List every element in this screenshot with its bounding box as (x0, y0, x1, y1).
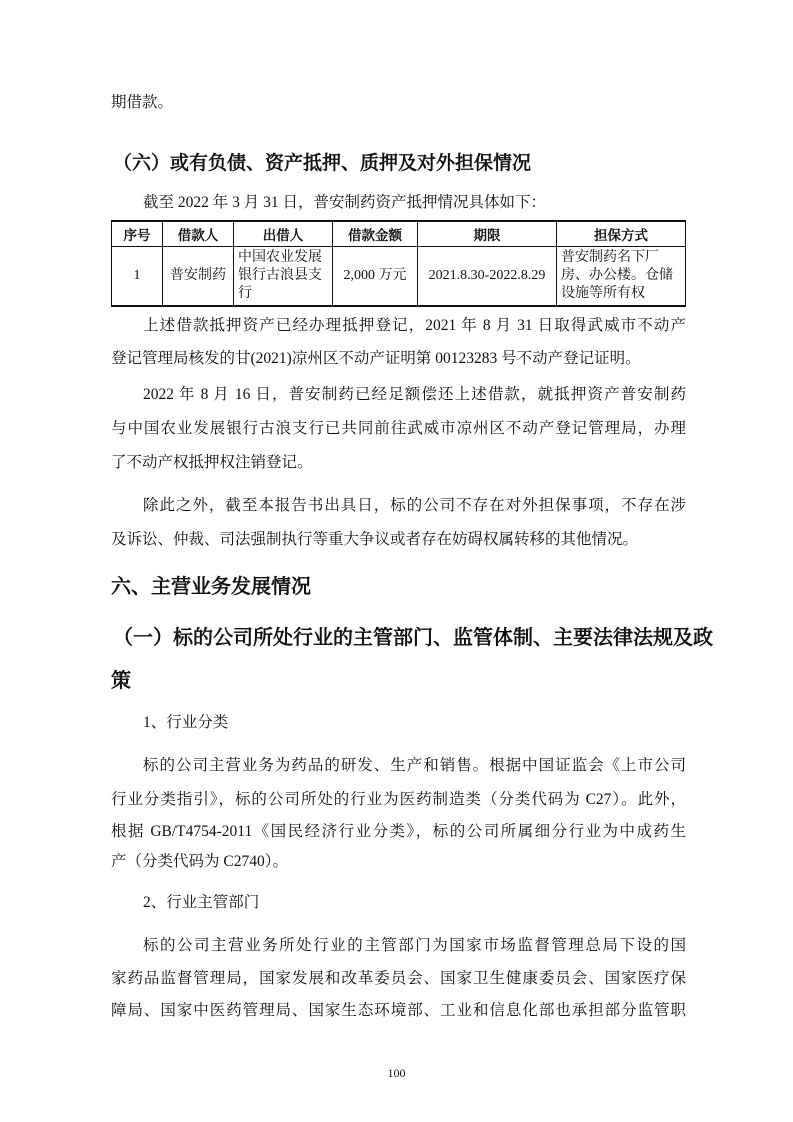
table-cell: 2,000 万元 (333, 247, 418, 307)
table-cell: 普安制药名下厂房、办公楼。仓储设施等所有权 (557, 247, 686, 307)
mortgage-table (111, 220, 686, 307)
body-text: 2022 年 8 月 16 日，普安制药已经足额偿还上述借款，就抵押资产普安制药 (143, 386, 686, 403)
table-cell: 普安制药 (163, 247, 234, 307)
table-cell: 2021.8.30-2022.8.29 (418, 247, 557, 307)
body-text: 产（分类代码为 C2740）。 (111, 853, 288, 870)
body-text: 及诉讼、仲裁、司法强制执行等重大争议或者存在妨碍权属转移的其他情况。 (111, 531, 639, 548)
section-heading: 策 (111, 668, 131, 692)
table-cell: 1 (112, 247, 163, 307)
body-text: 期借款。 (111, 94, 174, 111)
body-text: 标的公司主营业务为药品的研发、生产和销售。根据中国证监会《上市公司 (143, 757, 686, 774)
body-text: 行业分类指引》，标的公司所处的行业为医药制造类（分类代码为 C27）。此外， (111, 791, 686, 808)
table-row (112, 247, 686, 307)
page-number: 100 (387, 1066, 406, 1080)
column-header: 借款金额 (333, 221, 418, 247)
body-text: 了不动产权抵押权注销登记。 (111, 454, 313, 471)
subheading: 1、行业分类 (143, 714, 229, 731)
body-text: 根据 GB/T4754-2011《国民经济行业分类》，标的公司所属细分行业为中成药生 (111, 823, 686, 840)
body-text: 登记管理局核发的甘(2021)凉州区不动产证明第 00123283 号不动产登记证明。 (111, 350, 641, 367)
column-header: 借款人 (163, 221, 234, 247)
body-text: 与中国农业发展银行古浪支行已共同前往武威市凉州区不动产登记管理局，办理 (111, 420, 686, 437)
body-text: 上述借款抵押资产已经办理抵押登记，2021 年 8 月 31 日取得武威市不动产 (143, 317, 686, 334)
body-text: 家药品监督管理局，国家发展和改革委员会、国家卫生健康委员会、国家医疗保 (111, 970, 686, 987)
column-header: 担保方式 (557, 221, 686, 247)
section-heading: 六、主营业务发展情况 (111, 574, 311, 598)
section-heading: （六）或有负债、资产抵押、质押及对外担保情况 (113, 152, 532, 174)
subheading: 2、行业主管部门 (143, 894, 260, 911)
column-header: 出借人 (234, 221, 333, 247)
body-text: 除此之外，截至本报告书出具日，标的公司不存在对外担保事项，不存在涉 (143, 497, 686, 514)
body-text: 障局、国家中医药管理局、国家生态环境部、工业和信息化部也承担部分监管职 (111, 1002, 686, 1019)
table-header-row (112, 221, 686, 247)
section-heading: （一）标的公司所处行业的主管部门、监管体制、主要法律法规及政 (113, 625, 713, 649)
body-text: 截至 2022 年 3 月 31 日，普安制药资产抵押情况具体如下： (143, 194, 547, 211)
column-header: 序号 (112, 221, 163, 247)
table-cell: 中国农业发展银行古浪县支行 (234, 247, 333, 307)
column-header: 期限 (418, 221, 557, 247)
body-text: 标的公司主营业务所处行业的主管部门为国家市场监督管理总局下设的国 (143, 937, 686, 954)
